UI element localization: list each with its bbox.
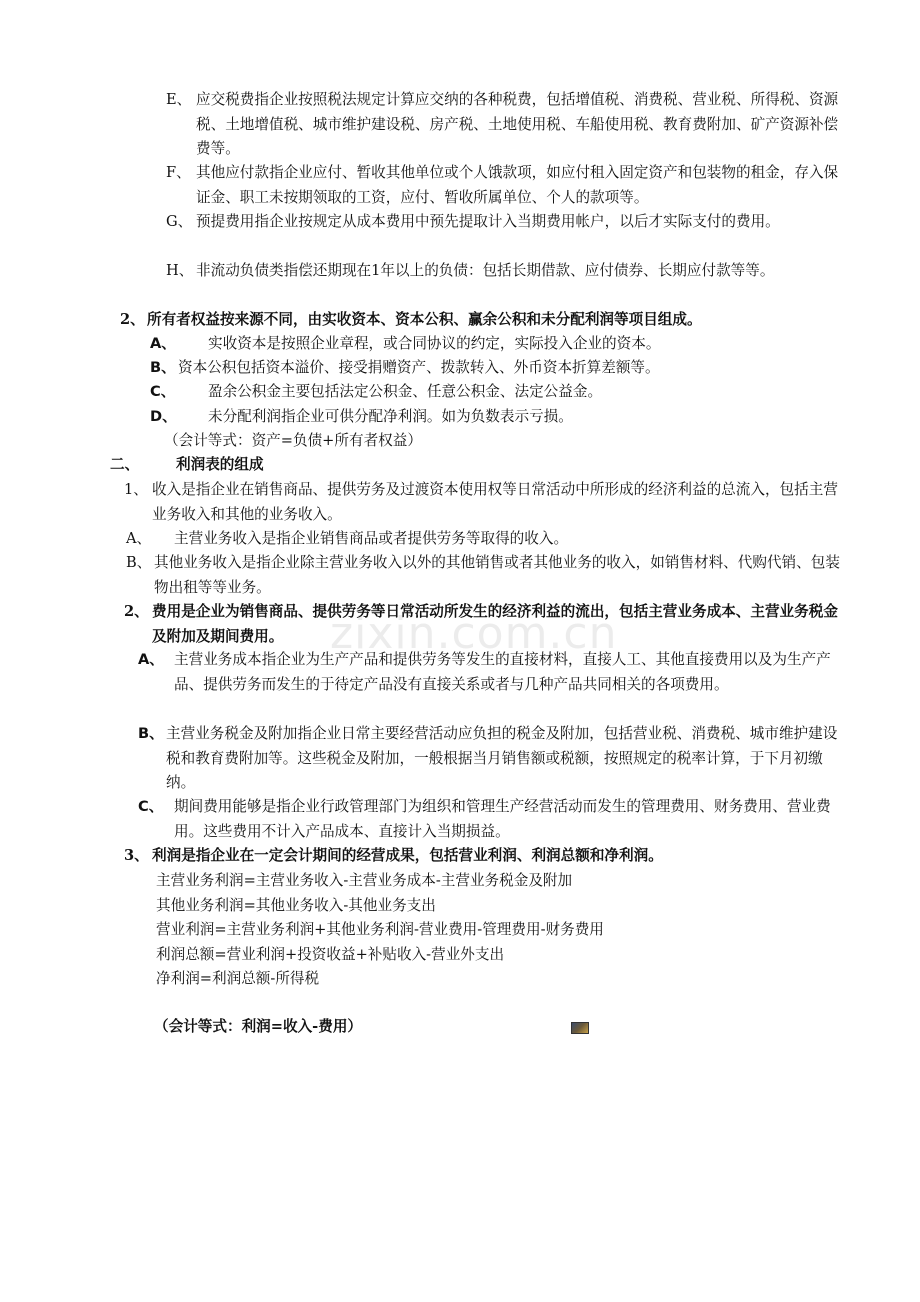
item-text: 预提费用指企业按规定从成本费用中预先提取计入当期费用帐户，以后才实际支付的费用。 [196, 213, 780, 230]
item-text: 主营业务税金及附加指企业日常主要经营活动应负担的税金及附加，包括营业税、消费税、城市维护建设税和教育费附加等。这些税金及附加，一般根据当月销售额或税额，按照规定的税率计算，于下月初缴纳。 [166, 725, 838, 791]
thumbnail-image [571, 1022, 589, 1034]
item-text: 主营业务收入是指企业销售商品或者提供劳务等取得的收入。 [174, 530, 569, 547]
item-label: D、 [150, 408, 177, 425]
item-label: A、 [126, 530, 152, 547]
equity-heading [120, 308, 837, 333]
profit-formula: 其他业务利润=其他业务收入-其他业务支出 [156, 896, 436, 914]
profit-formula-list [156, 869, 806, 992]
revenue-heading [124, 478, 840, 527]
item-text: 实收资本是按照企业章程，或合同协议的约定，实际投入企业的资本。 [208, 335, 661, 352]
equity-item-c [150, 380, 868, 405]
equity-item-b [150, 356, 838, 381]
expense-heading [124, 600, 842, 649]
watermark: zixin.com.cn [330, 608, 618, 659]
sec1-item-e [166, 88, 841, 162]
item-label: E、 [166, 91, 192, 108]
item-label: B、 [138, 725, 164, 742]
profit-formula: 主营业务利润=主营业务收入-主营业务成本-主营业务税金及附加 [156, 872, 573, 889]
heading-number: 1、 [124, 481, 148, 498]
heading-text: 收入是指企业在销售商品、提供劳务及过渡资本使用权等日常活动中所形成的经济利益的总流入，包括主营业务收入和其他的业务收入。 [152, 481, 838, 523]
item-text: 应交税费指企业按照税法规定计算应交纳的各种税费，包括增值税、消费税、营业税、所得税、资源税、土地增值税、城市维护建设税、房产税、土地使用税、车船使用税、教育费附加、矿产资源补偿费等。 [196, 91, 839, 157]
item-text: 期间费用能够是指企业行政管理部门为组织和管理生产经营活动而发生的管理费用、财务费用、营业费用。这些费用不计入产品成本、直接计入当期损益。 [174, 798, 831, 840]
profit-equation: （会计等式：利润=收入-费用） [154, 1018, 363, 1035]
profit-formula: 利润总额=营业利润+投资收益+补贴收入-营业外支出 [156, 945, 505, 963]
heading-number: 2、 [120, 311, 145, 328]
item-label: C、 [150, 383, 176, 400]
item-text: 其他应付款指企业应付、暂收其他单位或个人饿款项，如应付租入固定资产和包装物的租金，存入保证金、职工未按期领取的工资，应付、暂收所属单位、个人的款项等。 [196, 164, 839, 206]
section2-title: 利润表的组成 [176, 456, 264, 473]
sec1-item-f [166, 161, 841, 210]
profit-formula: 营业利润=主营业务利润+其他业务利润-营业费用-管理费用-财务费用 [156, 921, 604, 938]
heading-text: 费用是企业为销售商品、提供劳务等日常活动所发生的经济利益的流出，包括主营业务成本、主营业务税金及附加及期间费用。 [152, 603, 838, 645]
item-label: B、 [150, 359, 176, 376]
section2-number: 二、 [110, 456, 140, 473]
revenue-item-b [126, 551, 840, 600]
profit-heading [124, 844, 842, 869]
sec1-item-g [166, 210, 841, 235]
item-label: G、 [166, 213, 193, 230]
item-text: 未分配利润指企业可供分配净利润。如为负数表示亏损。 [208, 408, 573, 425]
item-text: 其他业务收入是指企业除主营业务收入以外的其他销售或者其他业务的收入，如销售材料、代购代销、包装物出租等等业务。 [154, 554, 840, 596]
equity-formula: （会计等式：资产=负债+所有者权益） [164, 432, 422, 449]
item-label: C、 [138, 798, 164, 815]
equity-item-a [150, 332, 868, 357]
heading-text: 利润是指企业在一定会计期间的经营成果，包括营业利润、利润总额和净利润。 [152, 847, 663, 864]
profit-formula: 净利润=利润总额-所得税 [156, 970, 320, 987]
item-text: 非流动负债类指偿还期现在1年以上的负债：包括长期借款、应付债券、长期应付款等等。 [196, 262, 775, 279]
item-text: 盈余公积金主要包括法定公积金、任意公积金、法定公益金。 [208, 383, 603, 400]
item-label: A、 [150, 335, 176, 352]
revenue-item-a [126, 527, 860, 552]
expense-item-b [138, 722, 840, 796]
equity-item-d [150, 405, 868, 430]
item-text: 资本公积包括资本溢价、接受捐赠资产、拨款转入、外币资本折算差额等。 [178, 359, 660, 376]
item-label: F、 [166, 164, 191, 181]
heading-number: 3、 [124, 847, 149, 864]
item-label: H、 [166, 262, 194, 279]
item-label: B、 [126, 554, 152, 571]
expense-item-a [138, 648, 848, 697]
item-text: 主营业务成本指企业为生产产品和提供劳务等发生的直接材料，直接人工、其他直接费用以及为生产产品、提供劳务而发生的于待定产品没有直接关系或者与几种产品共同相关的各项费用。 [174, 651, 831, 693]
item-label: A、 [138, 651, 164, 668]
expense-item-c [138, 795, 848, 844]
sec1-item-h [166, 259, 841, 284]
heading-text: 所有者权益按来源不同，由实收资本、资本公积、赢余公积和未分配利润等项目组成。 [147, 311, 702, 328]
heading-number: 2、 [124, 603, 149, 620]
